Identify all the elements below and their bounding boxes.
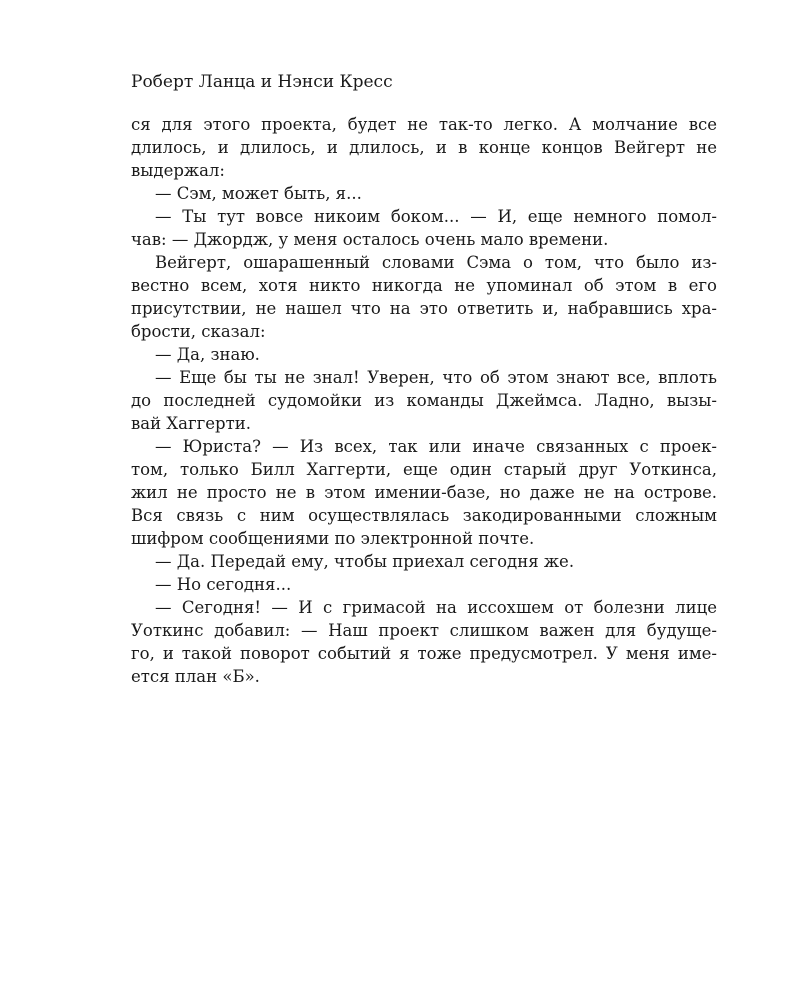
text-line: присутствии, не нашел что на это ответить и, набравшись хра- (131, 299, 717, 318)
text-line: Вся связь с ним осуществлялась закодированными сложным (131, 506, 717, 525)
text-line: том, только Билл Хаггерти, еще один старый друг Уоткинса, (131, 460, 717, 479)
text-line: — Но сегодня... (155, 575, 292, 594)
body-text (131, 113, 717, 688)
running-head: Роберт Ланца и Нэнси Кресс (131, 72, 393, 92)
text-line: вестно всем, хотя никто никогда не упоминал об этом в его (131, 276, 717, 295)
text-line: брости, сказал: (131, 322, 266, 341)
text-line: до последней судомойки из команды Джеймса. Ладно, вызы- (131, 391, 717, 410)
text-line: го, и такой поворот событий я тоже предусмотрел. У меня име- (131, 644, 717, 663)
text-line: длилось, и длилось, и длилось, и в конце концов Вейгерт не (131, 138, 717, 157)
text-line: ется план «Б». (131, 667, 260, 686)
text-line: — Ты тут вовсе никоим боком... — И, еще немного помол- (155, 207, 717, 226)
text-line: ся для этого проекта, будет не так-то легко. А молчание все (131, 115, 717, 134)
text-line: Вейгерт, ошарашенный словами Сэма о том, что было из- (155, 253, 717, 272)
text-line: — Сегодня! — И с гримасой на иссохшем от болезни лице (155, 598, 717, 617)
text-line: — Да. Передай ему, чтобы приехал сегодня же. (155, 552, 575, 571)
text-line: выдержал: (131, 161, 225, 180)
text-line: вай Хаггерти. (131, 414, 251, 433)
text-line: чав: — Джордж, у меня осталось очень мало времени. (131, 230, 609, 249)
text-line: шифром сообщениями по электронной почте. (131, 529, 535, 548)
text-line: — Еще бы ты не знал! Уверен, что об этом знают все, вплоть (155, 368, 717, 387)
text-line: Уоткинс добавил: — Наш проект слишком важен для будуще- (131, 621, 717, 640)
text-line: — Юриста? — Из всех, так или иначе связанных с проек- (155, 437, 717, 456)
text-line: — Сэм, может быть, я... (155, 184, 362, 203)
text-line: жил не просто не в этом имении-базе, но даже не на острове. (131, 483, 717, 502)
text-line: — Да, знаю. (155, 345, 260, 364)
